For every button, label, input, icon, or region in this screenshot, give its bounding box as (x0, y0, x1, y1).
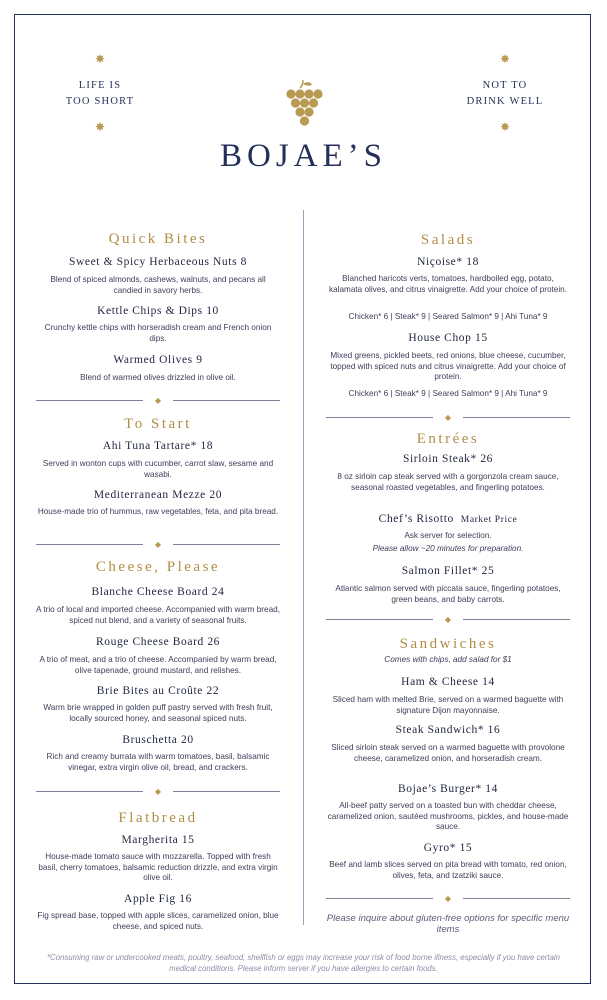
menu-item-desc: Blend of warmed olives drizzled in olive oil. (80, 373, 236, 382)
column-divider (303, 210, 304, 925)
section-subtitle: Comes with chips, add salad for $1 (384, 655, 512, 664)
section-title-quick-bites: Quick Bites (108, 231, 208, 247)
menu-item-desc: House-made tomato sauce with mozzarella. Topped with fresh basil, cherry tomatoes, balsamic reduction drizzle, and extra virgin olive oil. (38, 852, 278, 882)
menu-item-desc: Sliced sirloin steak served on a warmed baguette with provolone cheese, caramelized onion, and horseradish cream. (331, 743, 565, 763)
menu-item-name: Brie Bites au Croûte 22 (96, 685, 220, 697)
menu-item-desc: Atlantic salmon served with piccata sauce, fingerling potatoes, green beans, and baby carrots. (335, 584, 561, 604)
menu-item-desc: Fig spread base, topped with apple slices, caramelized onion, blue cheese, and spiced nuts. (37, 911, 279, 931)
menu-item-name: Bojae’s Burger* 14 (397, 783, 499, 795)
motto-left: LIFE IS TOO SHORT (65, 80, 135, 107)
section-title-flatbread: Flatbread (118, 810, 198, 826)
menu-item-name: Sirloin Steak* 26 (402, 453, 494, 465)
menu-item-desc: Served in wonton cups with cucumber, carrot slaw, sesame and wasabi. (42, 459, 274, 479)
menu-item-name: Margherita 15 (121, 834, 195, 846)
section-title-cheese: Cheese, Please (95, 559, 221, 575)
menu-item-desc: Blend of spiced almonds, cashews, walnuts, and pecans all candied in savory herbs. (50, 275, 266, 295)
menu-item-name: House Chop 15 (408, 332, 488, 344)
section-separator: ◆ (36, 395, 280, 405)
food-safety-disclaimer: *Consuming raw or undercooked meats, poultry, seafood, shellfish or eggs may increase your risk of food borne illness, especially if you have certain medical conditions. Please inform server if you have allergies to certain foods. (47, 953, 560, 973)
star-icon: ✸ (499, 52, 511, 66)
star-icon: ✸ (94, 120, 106, 134)
menu-item-desc: Ask server for selection. (404, 531, 492, 540)
menu-item-desc: A trio of local and imported cheese. Accompanied with warm bread, spiced nut blend, and a variety of seasonal fruits. (36, 605, 280, 625)
menu-item-name: Sweet & Spicy Herbaceous Nuts 8 (69, 256, 247, 268)
motto-right: NOT TO DRINK WELL (466, 80, 544, 107)
menu-item-desc: House-made trio of hummus, raw vegetables, feta, and pita bread. (37, 507, 279, 516)
menu-item-desc: Rich and creamy burrata with warm tomatoes, basil, balsamic vinegar, extra virgin olive oil, bread, and crackers. (46, 752, 270, 772)
menu-item-name: Rouge Cheese Board 26 (95, 636, 221, 648)
menu-item-name: Steak Sandwich* 16 (395, 724, 501, 736)
menu-item-desc: All-beef patty served on a toasted bun with cheddar cheese, caramelized onion, sautéed mushrooms, pickles, and house-made sauce. (327, 801, 569, 831)
protein-addons: Chicken* 6 | Steak* 9 | Seared Salmon* 9 | Ahi Tuna* 9 (348, 312, 548, 321)
section-separator: ◆ (326, 893, 570, 903)
menu-item-name: Ham & Cheese 14 (401, 676, 495, 688)
menu-item-desc: Crunchy kettle chips with horseradish cream and French onion dips. (44, 323, 272, 343)
menu-item-name: Warmed Olives 9 (113, 354, 203, 366)
menu-item-name: Kettle Chips & Dips 10 (97, 305, 219, 317)
menu-item-desc: A trio of meat, and a trio of cheese. Accompanied by warm bread, olive tapenade, ground mustard, and relishes. (39, 655, 277, 675)
star-icon: ✸ (499, 120, 511, 134)
menu-item-name: Bruschetta 20 (122, 734, 194, 746)
protein-addons: Chicken* 6 | Steak* 9 | Seared Salmon* 9 | Ahi Tuna* 9 (348, 389, 548, 398)
section-separator: ◆ (326, 614, 570, 624)
menu-item-desc: 8 oz sirloin cap steak served with a gorgonzola cream sauce, seasonal roasted vegetables, and fingerling potatoes. (337, 472, 559, 492)
menu-item-name: Niçoise* 18 (417, 256, 479, 268)
section-title-salads: Salads (420, 232, 476, 248)
menu-item-name: Ahi Tuna Tartare* 18 (102, 440, 214, 452)
menu-item-name: Blanche Cheese Board 24 (91, 586, 225, 598)
section-separator: ◆ (36, 786, 280, 796)
menu-item-name: Chef’s Risotto Market Price (378, 513, 518, 525)
menu-item-desc: Beef and lamb slices served on pita bread with tomato, red onion, olives, feta, and tzatziki sauce. (329, 860, 567, 880)
menu-item-desc: Blanched haricots verts, tomatoes, hardboiled egg, potato, kalamata olives, and citrus vinaigrette. Add your choice of protein. (328, 274, 568, 294)
menu-item-name: Mediterranean Mezze 20 (93, 489, 223, 501)
menu-item-name: Salmon Fillet* 25 (401, 565, 495, 577)
section-separator: ◆ (36, 539, 280, 549)
menu-item-desc: Sliced ham with melted Brie, served on a warmed baguette with signature Dijon mayonnaise. (332, 695, 564, 715)
section-title-entrees: Entrées (416, 431, 480, 447)
menu-item-name: Gyro* 15 (423, 842, 473, 854)
menu-item-desc: Warm brie wrapped in golden puff pastry served with fresh fruit, locally sourced honey, and seasonal spiced nuts. (43, 703, 273, 723)
section-title-sandwiches: Sandwiches (399, 636, 497, 652)
brand-title: BOJAE’S (219, 138, 388, 174)
menu-item-desc: Mixed greens, pickled beets, red onions, blue cheese, cucumber, topped with spiced nuts and citrus vinaigrette. Add your choice of protein. (330, 351, 566, 381)
star-icon: ✸ (94, 52, 106, 66)
gluten-free-note: Please inquire about gluten-free options for specific menu items (326, 913, 570, 935)
section-title-to-start: To Start (124, 416, 192, 432)
menu-item-note: Please allow ~20 minutes for preparation. (372, 544, 524, 553)
grape-logo-icon (283, 78, 323, 128)
section-separator: ◆ (326, 412, 570, 422)
menu-item-name: Apple Fig 16 (124, 893, 192, 905)
